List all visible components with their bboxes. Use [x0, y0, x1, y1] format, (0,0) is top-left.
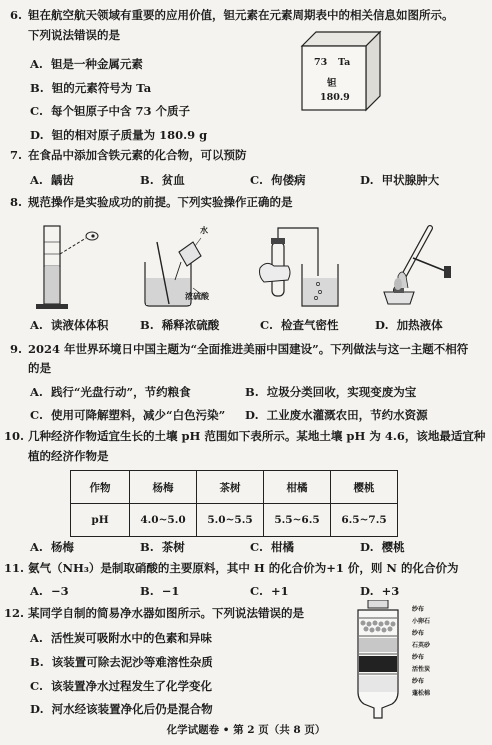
q6-option-a: A. 钽是一种金属元素: [30, 57, 143, 71]
table-cell: 作物: [71, 471, 130, 504]
q7-number: 7.: [10, 148, 23, 162]
table-cell: 茶树: [197, 471, 264, 504]
filter-layer-label: 纱布: [412, 606, 425, 613]
q12-option-c: C. 该装置净水过程发生了化学变化: [30, 679, 212, 693]
figure-airtight-check: [258, 222, 350, 314]
element-mass: 180.9: [320, 92, 350, 103]
q12-option-a: A. 活性炭可吸附水中的色素和异味: [30, 631, 212, 645]
q11-option-d: D. +3: [360, 584, 400, 598]
q12-option-b: B. 该装置可除去泥沙等难溶性杂质: [30, 655, 213, 669]
filter-layer-label: 小卵石: [412, 618, 431, 625]
table-cell: 6.5~7.5: [331, 504, 398, 537]
q8-option-b: B. 稀释浓硫酸: [140, 318, 220, 332]
filter-layer-label: 纱布: [412, 630, 425, 637]
q7-option-d: D. 甲状腺肿大: [360, 173, 440, 187]
q12-number: 12.: [4, 606, 25, 620]
q8-option-a: A. 读液体体积: [30, 318, 109, 332]
table-cell: 4.0~5.0: [130, 504, 197, 537]
table-cell: 杨梅: [130, 471, 197, 504]
filter-layer-label: 石英砂: [412, 642, 431, 649]
q9-option-d: D. 工业废水灌溉农田，节约水资源: [245, 408, 428, 422]
element-symbol: Ta: [338, 57, 351, 68]
figure-read-cylinder: [30, 222, 110, 314]
q9-option-a: A. 践行“光盘行动”，节约粮食: [30, 385, 191, 399]
q6-option-b: B. 钽的元素符号为 Ta: [30, 81, 152, 95]
table-cell: 5.0~5.5: [197, 504, 264, 537]
q8-option-d: D. 加热液体: [375, 318, 443, 332]
q12-stem: 12. 某同学自制的简易净水器如图所示。下列说法错误的是: [4, 606, 304, 620]
filter-layer-label: 纱布: [412, 654, 425, 661]
q10-number: 10.: [4, 429, 25, 443]
q7-option-b: B. 贫血: [140, 173, 185, 187]
q11-stem: 11. 氨气（NH₃）是制取硝酸的主要原料，其中 H 的化合价为+1 价，则 N 的化合价为: [4, 561, 459, 575]
filter-layer-label: 纱布: [412, 678, 425, 685]
q11-option-b: B. −1: [140, 584, 180, 598]
q9-number: 9.: [10, 342, 23, 356]
page-footer: 化学试题卷 • 第 2 页（共 8 页）: [166, 724, 326, 736]
figure-heat-liquid: [368, 216, 460, 312]
q10-option-c: C. 柑橘: [250, 540, 294, 554]
q12-option-d: D. 河水经该装置净化后仍是混合物: [30, 702, 213, 716]
element-atomic-number: 73: [314, 57, 328, 68]
table-cell: 柑橘: [264, 471, 331, 504]
q7-stem: 7. 在食品中添加含铁元素的化合物，可以预防: [10, 148, 247, 162]
label-water: 水: [200, 225, 208, 235]
q7-option-c: C. 佝偻病: [250, 173, 306, 187]
q6-number: 6.: [10, 8, 23, 22]
q6-stem-line2: 下列说法错误的是: [28, 28, 120, 42]
q6-option-d: D. 钽的相对原子质量为 180.9 g: [30, 128, 208, 142]
water-purifier-figure: [352, 600, 412, 720]
table-cell: pH: [71, 504, 130, 537]
q9-stem-line1: 9. 2024 年世界环境日中国主题为“全面推进美丽中国建设”。下列做法与这一主题不相符: [10, 342, 469, 356]
q8-number: 8.: [10, 195, 23, 209]
ph-table: [70, 470, 398, 537]
q8-option-c: C. 检查气密性: [260, 318, 339, 332]
table-row: [71, 504, 398, 537]
element-card-tantalum: [300, 30, 382, 112]
q6-stem-line1: 6. 钽在航空航天领域有重要的应用价值，钽元素在元素周期表中的相关信息如图所示。: [10, 8, 454, 22]
q10-option-b: B. 茶树: [140, 540, 185, 554]
q10-stem-line1: 10. 几种经济作物适宜生长的土壤 pH 范围如下表所示。某地土壤 pH 为 4.6，该地最适宜种: [4, 429, 486, 443]
q11-option-a: A. −3: [30, 584, 69, 598]
q9-stem-line2: 的是: [28, 361, 51, 375]
element-name: 钽: [327, 78, 337, 89]
q9-option-b: B. 垃圾分类回收，实现变废为宝: [245, 385, 417, 399]
q11-option-c: C. +1: [250, 584, 289, 598]
q10-option-a: A. 杨梅: [30, 540, 74, 554]
q7-option-a: A. 龋齿: [30, 173, 74, 187]
label-concentrated-acid: 浓硫酸: [185, 291, 209, 301]
q10-option-d: D. 樱桃: [360, 540, 405, 554]
q9-option-c: C. 使用可降解塑料，减少“白色污染”: [30, 408, 226, 422]
filter-layer-label: 蓬松棉: [412, 690, 431, 697]
q8-stem: 8. 规范操作是实验成功的前提。下列实验操作正确的是: [10, 195, 293, 209]
q11-number: 11.: [4, 561, 25, 575]
table-cell: 樱桃: [331, 471, 398, 504]
table-cell: 5.5~6.5: [264, 504, 331, 537]
q6-option-c: C. 每个钽原子中含 73 个质子: [30, 104, 190, 118]
filter-layer-label: 活性炭: [412, 666, 431, 673]
q10-stem-line2: 植的经济作物是: [28, 449, 109, 463]
table-header-row: [71, 471, 398, 504]
